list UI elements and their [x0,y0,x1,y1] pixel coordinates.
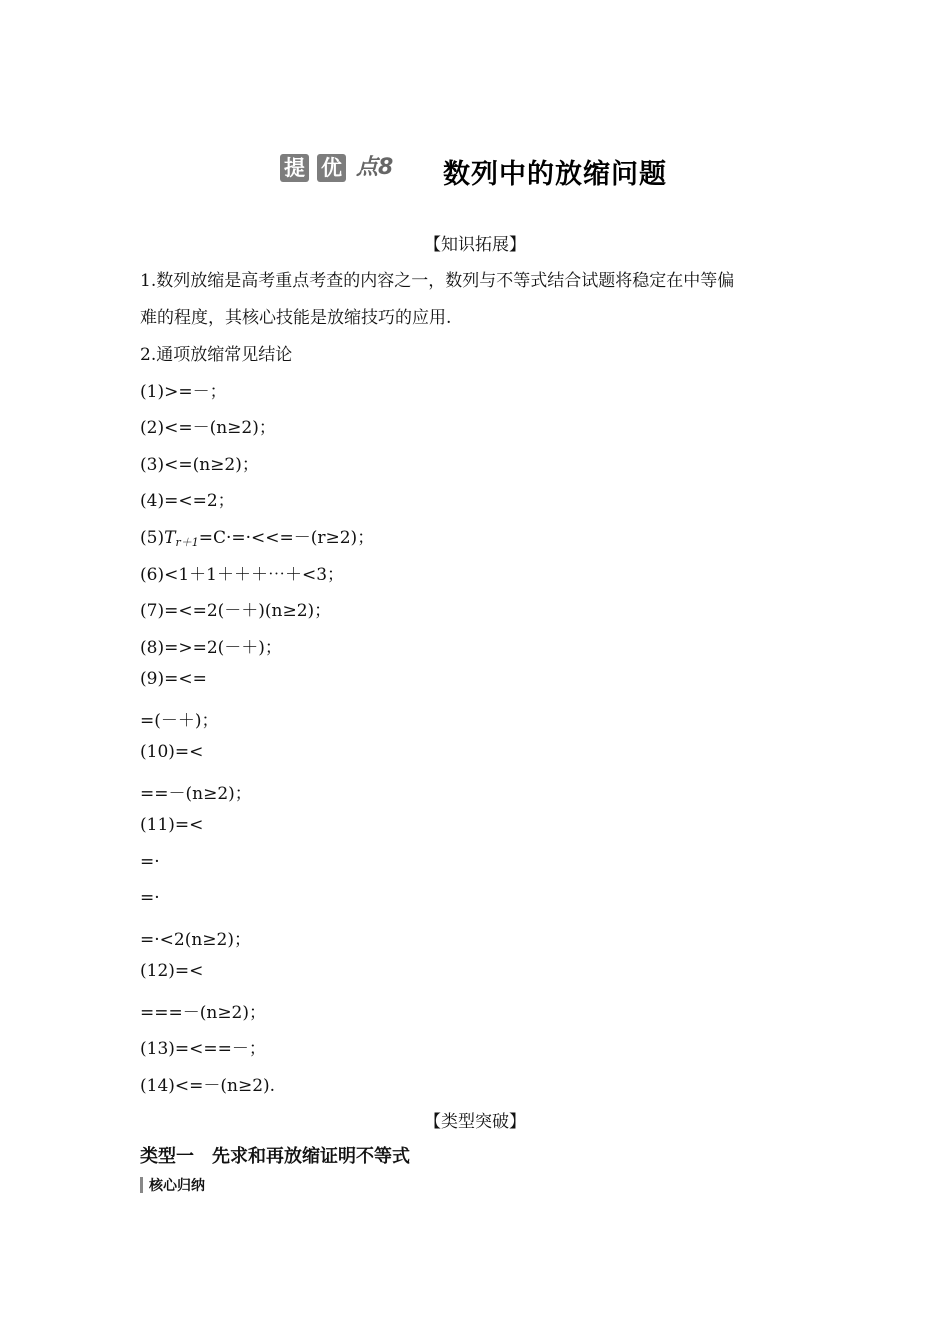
item5-T: T [164,528,176,548]
formula-item-10-cont: ==－(n≥2)； [140,784,252,804]
formula-item-6: (6)<1＋1＋＋＋⋯＋<3； [140,565,345,585]
formula-item-11: (11)=< [140,815,204,835]
formula-item-10: (10)=< [140,742,204,762]
core-summary-label [140,1175,205,1195]
formula-item-11-cont-2: =· [140,888,160,908]
formula-item-4: (4)=<=2； [140,491,235,511]
core-summary-text: 核心归纳 [149,1178,205,1194]
formula-item-5 [140,523,374,550]
formula-item-11-cont-3: =·<2(n≥2)； [140,930,251,950]
badge-you: 优 [317,154,346,182]
page-header [0,150,950,194]
formula-item-14: (14)<=－(n≥2). [140,1076,276,1096]
formula-item-1: (1)>=－； [140,382,227,402]
formula-item-11-cont-1: =· [140,852,160,872]
badge-point-number: 点8 [356,155,394,180]
formula-item-8: (8)=>=2(－＋)； [140,638,282,658]
type-one-heading: 类型一 先求和再放缩证明不等式 [140,1146,410,1167]
formula-item-9-cont: =(－＋)； [140,711,219,731]
page-title: 数列中的放缩问题 [443,159,667,190]
formula-item-13: (13)=<==－； [140,1039,266,1059]
core-bar-marker [140,1177,143,1193]
item5-prefix: (5) [140,528,165,548]
item5-rest: =C·=·<<=－(r≥2)； [198,528,375,548]
paragraph-2: 2.通项放缩常见结论 [140,345,293,365]
paragraph-1-line-1: 1.数列放缩是高考重点考查的内容之一，数列与不等式结合试题将稳定在中等偏 [140,271,735,291]
formula-item-9: (9)=<= [140,669,207,689]
formula-item-2: (2)<=－(n≥2)； [140,418,276,438]
formula-item-7: (7)=<=2(－＋)(n≥2)； [140,601,332,621]
section-types-heading: 【类型突破】 [424,1112,526,1132]
item5-subscript: r＋1 [175,536,199,549]
badge-ti: 提 [280,154,309,182]
formula-item-12-cont: ===－(n≥2)； [140,1003,267,1023]
section-knowledge-heading: 【知识拓展】 [424,235,526,255]
formula-item-12: (12)=< [140,961,204,981]
formula-item-3: (3)<=(n≥2)； [140,455,259,475]
paragraph-1-line-2: 难的程度，其核心技能是放缩技巧的应用. [140,308,452,328]
